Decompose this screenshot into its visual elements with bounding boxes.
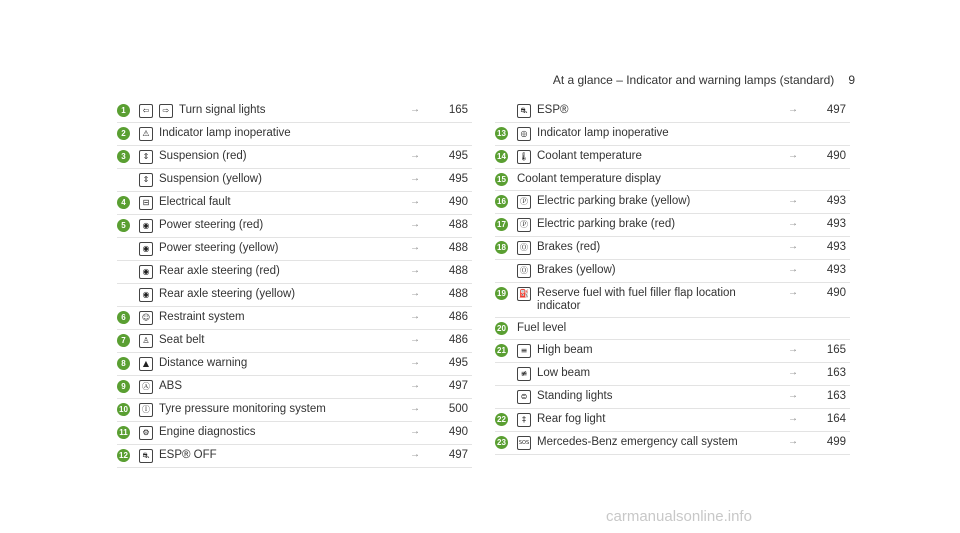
indicator-lamp-icon: ‡ bbox=[517, 413, 531, 427]
indicator-lamp-icon: ⇕ bbox=[139, 173, 153, 187]
item-label: Power steering (yellow) bbox=[159, 242, 279, 254]
list-item bbox=[117, 284, 472, 307]
page-reference[interactable]: 165 bbox=[826, 344, 846, 356]
cross-reference-arrow: → bbox=[410, 311, 420, 322]
item-label: Rear fog light bbox=[537, 413, 606, 425]
indicator-lamp-icon: Ⓟ bbox=[517, 218, 531, 232]
list-item bbox=[495, 363, 850, 386]
cross-reference-arrow: → bbox=[410, 288, 420, 299]
cross-reference-arrow: → bbox=[788, 436, 798, 447]
item-number-badge: 12 bbox=[117, 449, 130, 462]
list-item bbox=[117, 261, 472, 284]
right-column bbox=[495, 100, 850, 455]
indicator-lamp-icon: ▲ bbox=[139, 357, 153, 371]
indicator-lamp-icon: ☺ bbox=[139, 311, 153, 325]
indicator-lamp-icon: ♙ bbox=[139, 334, 153, 348]
item-number-badge: 13 bbox=[495, 127, 508, 140]
list-item bbox=[495, 123, 850, 146]
page-reference[interactable]: 497 bbox=[826, 104, 846, 116]
list-item bbox=[495, 432, 850, 455]
indicator-lamp-icon: ⇨ bbox=[159, 104, 173, 118]
list-item bbox=[495, 340, 850, 363]
indicator-lamp-icon: ≢ bbox=[517, 367, 531, 381]
indicator-lamp-icon: ⛐ bbox=[517, 104, 531, 118]
indicator-lamp-icon: Ⓟ bbox=[517, 195, 531, 209]
list-item bbox=[495, 237, 850, 260]
page-reference[interactable]: 490 bbox=[448, 426, 468, 438]
page-reference[interactable]: 488 bbox=[448, 242, 468, 254]
indicator-lamp-icon: ⊟ bbox=[139, 196, 153, 210]
page-reference[interactable]: 490 bbox=[826, 287, 846, 299]
list-item bbox=[117, 146, 472, 169]
page-number: 9 bbox=[848, 73, 855, 87]
list-item bbox=[495, 191, 850, 214]
watermark: carmanualsonline.info bbox=[606, 508, 752, 525]
cross-reference-arrow: → bbox=[410, 380, 420, 391]
page-reference[interactable]: 497 bbox=[448, 380, 468, 392]
list-item bbox=[495, 409, 850, 432]
cross-reference-arrow: → bbox=[788, 264, 798, 275]
list-item bbox=[117, 353, 472, 376]
item-label: Seat belt bbox=[159, 334, 205, 346]
item-label: Power steering (red) bbox=[159, 219, 264, 231]
item-label: Fuel level bbox=[517, 322, 567, 334]
list-item bbox=[495, 386, 850, 409]
item-label: Brakes (yellow) bbox=[537, 264, 616, 276]
cross-reference-arrow: → bbox=[410, 449, 420, 460]
item-label: Rear axle steering (yellow) bbox=[159, 288, 296, 300]
page-reference[interactable]: 495 bbox=[448, 357, 468, 369]
page-reference[interactable]: 499 bbox=[826, 436, 846, 448]
indicator-lamp-icon: ≡ bbox=[517, 344, 531, 358]
cross-reference-arrow: → bbox=[788, 344, 798, 355]
cross-reference-arrow: → bbox=[410, 219, 420, 230]
page-reference[interactable]: 493 bbox=[826, 241, 846, 253]
indicator-lamp-icon: ⚠ bbox=[139, 127, 153, 141]
page-reference[interactable]: 493 bbox=[826, 264, 846, 276]
item-number-badge: 2 bbox=[117, 127, 130, 140]
item-label: Electric parking brake (yellow) bbox=[537, 195, 691, 207]
list-item bbox=[117, 399, 472, 422]
page-reference[interactable]: 497 bbox=[448, 449, 468, 461]
list-item bbox=[117, 169, 472, 192]
page-reference[interactable]: 486 bbox=[448, 334, 468, 346]
item-number-badge: 4 bbox=[117, 196, 130, 209]
item-number-badge: 17 bbox=[495, 218, 508, 231]
page-reference[interactable]: 495 bbox=[448, 150, 468, 162]
cross-reference-arrow: → bbox=[788, 241, 798, 252]
page-reference[interactable]: 165 bbox=[448, 104, 468, 116]
list-item bbox=[495, 100, 850, 123]
list-item bbox=[495, 283, 850, 318]
page-reference[interactable]: 490 bbox=[826, 150, 846, 162]
item-number-badge: 11 bbox=[117, 426, 130, 439]
page-reference[interactable]: 488 bbox=[448, 219, 468, 231]
indicator-lamp-icon: Ⓞ bbox=[517, 264, 531, 278]
cross-reference-arrow: → bbox=[410, 265, 420, 276]
item-number-badge: 9 bbox=[117, 380, 130, 393]
list-item bbox=[117, 376, 472, 399]
item-number-badge: 1 bbox=[117, 104, 130, 117]
item-number-badge: 21 bbox=[495, 344, 508, 357]
indicator-lamp-icon: Ⓘ bbox=[139, 403, 153, 417]
item-label: ABS bbox=[159, 380, 183, 392]
item-number-badge: 19 bbox=[495, 287, 508, 300]
page-reference[interactable]: 486 bbox=[448, 311, 468, 323]
indicator-lamp-icon: ◉ bbox=[139, 265, 153, 279]
cross-reference-arrow: → bbox=[788, 367, 798, 378]
item-number-badge: 20 bbox=[495, 322, 508, 335]
item-number-badge: 7 bbox=[117, 334, 130, 347]
item-number-badge: 5 bbox=[117, 219, 130, 232]
page-reference[interactable]: 488 bbox=[448, 288, 468, 300]
list-item bbox=[117, 307, 472, 330]
list-item bbox=[117, 445, 472, 468]
page-reference[interactable]: 488 bbox=[448, 265, 468, 277]
cross-reference-arrow: → bbox=[410, 334, 420, 345]
indicator-lamp-icon: ⊜ bbox=[517, 390, 531, 404]
list-item bbox=[117, 123, 472, 146]
cross-reference-arrow: → bbox=[410, 403, 420, 414]
indicator-lamp-icon: 🌡 bbox=[517, 150, 531, 164]
page-reference[interactable]: 163 bbox=[826, 390, 846, 402]
cross-reference-arrow: → bbox=[410, 426, 420, 437]
indicator-lamp-icon: Ⓐ bbox=[139, 380, 153, 394]
item-label: Coolant temperature display bbox=[517, 173, 661, 185]
left-column bbox=[117, 100, 472, 468]
cross-reference-arrow: → bbox=[410, 196, 420, 207]
list-item bbox=[117, 422, 472, 445]
item-label: Turn signal lights bbox=[179, 104, 266, 116]
item-label: Brakes (red) bbox=[537, 241, 601, 253]
item-number-badge: 14 bbox=[495, 150, 508, 163]
cross-reference-arrow: → bbox=[410, 150, 420, 161]
item-label: Rear axle steering (red) bbox=[159, 265, 280, 277]
item-label: Distance warning bbox=[159, 357, 248, 369]
item-number-badge: 10 bbox=[117, 403, 130, 416]
cross-reference-arrow: → bbox=[788, 104, 798, 115]
list-item bbox=[117, 330, 472, 353]
item-label: Suspension (yellow) bbox=[159, 173, 262, 185]
item-label: ESP® OFF bbox=[159, 449, 217, 461]
item-label: Suspension (red) bbox=[159, 150, 247, 162]
item-label: Low beam bbox=[537, 367, 591, 379]
item-number-badge: 6 bbox=[117, 311, 130, 324]
indicator-lamp-icon: ⚙ bbox=[139, 426, 153, 440]
page-reference[interactable]: 164 bbox=[826, 413, 846, 425]
list-item bbox=[495, 169, 850, 191]
cross-reference-arrow: → bbox=[788, 195, 798, 206]
item-label: Mercedes-Benz emergency call system bbox=[537, 436, 738, 448]
item-number-badge: 23 bbox=[495, 436, 508, 449]
cross-reference-arrow: → bbox=[410, 104, 420, 115]
list-item bbox=[117, 192, 472, 215]
cross-reference-arrow: → bbox=[788, 150, 798, 161]
indicator-lamp-icon: ⛽ bbox=[517, 287, 531, 301]
page-reference[interactable]: 163 bbox=[826, 367, 846, 379]
item-number-badge: 3 bbox=[117, 150, 130, 163]
indicator-lamp-icon: ⛐ bbox=[139, 449, 153, 463]
list-item bbox=[495, 214, 850, 237]
item-label: Coolant temperature bbox=[537, 150, 642, 162]
item-label: High beam bbox=[537, 344, 593, 356]
item-label: Electrical fault bbox=[159, 196, 231, 208]
page-reference[interactable]: 500 bbox=[448, 403, 468, 415]
list-item bbox=[495, 318, 850, 340]
item-label: ESP® bbox=[537, 104, 569, 116]
item-label: Restraint system bbox=[159, 311, 245, 323]
indicator-lamp-icon: ⇕ bbox=[139, 150, 153, 164]
item-number-badge: 15 bbox=[495, 173, 508, 186]
cross-reference-arrow: → bbox=[410, 173, 420, 184]
list-item bbox=[495, 260, 850, 283]
cross-reference-arrow: → bbox=[788, 218, 798, 229]
item-label: Indicator lamp inoperative bbox=[159, 127, 291, 139]
page-reference[interactable]: 495 bbox=[448, 173, 468, 185]
item-label: Tyre pressure monitoring system bbox=[159, 403, 326, 415]
indicator-lamp-icon: SOS bbox=[517, 436, 531, 450]
item-number-badge: 8 bbox=[117, 357, 130, 370]
cross-reference-arrow: → bbox=[410, 357, 420, 368]
cross-reference-arrow: → bbox=[788, 413, 798, 424]
list-item bbox=[495, 146, 850, 169]
indicator-lamp-icon: ◉ bbox=[139, 219, 153, 233]
page-reference[interactable]: 490 bbox=[448, 196, 468, 208]
item-number-badge: 16 bbox=[495, 195, 508, 208]
cross-reference-arrow: → bbox=[788, 287, 798, 298]
page-reference[interactable]: 493 bbox=[826, 195, 846, 207]
item-label: Reserve fuel with fuel filler flap location indicator bbox=[537, 287, 736, 312]
page-header bbox=[553, 73, 855, 87]
indicator-lamp-icon: ◉ bbox=[139, 288, 153, 302]
indicator-lamp-icon: ◉ bbox=[139, 242, 153, 256]
item-label: Engine diagnostics bbox=[159, 426, 256, 438]
indicator-lamp-icon: ⇦ bbox=[139, 104, 153, 118]
list-item bbox=[117, 215, 472, 238]
item-label: Electric parking brake (red) bbox=[537, 218, 676, 230]
list-item bbox=[117, 238, 472, 261]
list-item bbox=[117, 100, 472, 123]
indicator-lamp-icon: Ⓞ bbox=[517, 241, 531, 255]
item-label: Indicator lamp inoperative bbox=[537, 127, 669, 139]
item-number-badge: 22 bbox=[495, 413, 508, 426]
item-number-badge: 18 bbox=[495, 241, 508, 254]
cross-reference-arrow: → bbox=[410, 242, 420, 253]
indicator-lamp-icon: ◎ bbox=[517, 127, 531, 141]
cross-reference-arrow: → bbox=[788, 390, 798, 401]
header-title: At a glance – Indicator and warning lamps (standard) bbox=[552, 73, 835, 87]
item-label: Standing lights bbox=[537, 390, 613, 402]
page-reference[interactable]: 493 bbox=[826, 218, 846, 230]
